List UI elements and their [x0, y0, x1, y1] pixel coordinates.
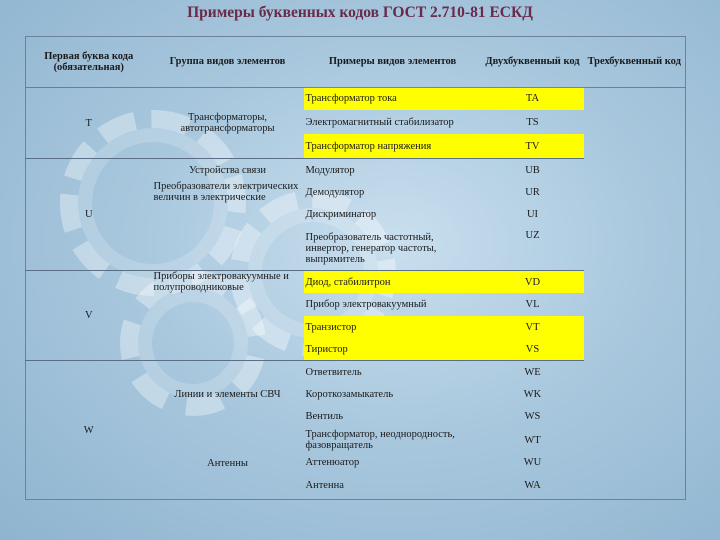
- group-vacuum-semiconductor: Приборы электровакуумные и полупроводниковые: [153, 271, 289, 294]
- example-cell: Трансформатор, неоднородность, фазовращатель: [305, 429, 455, 452]
- header-group: Группа видов элементов: [169, 56, 286, 68]
- example-cell: Диод, стабилитрон: [304, 271, 482, 293]
- example-cell: Преобразователь частотный, инвертор, генератор частоты, выпрямитель: [305, 231, 437, 265]
- code-cell: UB: [525, 164, 540, 176]
- example-cell: Демодулятор: [305, 186, 365, 198]
- code-cell: WK: [523, 388, 542, 400]
- example-cell: Тиристор: [304, 338, 482, 360]
- example-cell: Вентиль: [305, 411, 344, 423]
- letter-u: U: [84, 209, 93, 221]
- header-examples: Примеры видов элементов: [328, 56, 457, 68]
- code-cell: TV: [482, 134, 584, 158]
- table-row: [26, 87, 686, 109]
- code-cell: VL: [525, 299, 540, 311]
- code-cell: UZ: [525, 230, 540, 242]
- example-cell: Трансформатор тока: [304, 87, 482, 109]
- group-electrical-converters: Преобразователи электрических величин в электрические: [153, 181, 299, 204]
- code-cell: UI: [526, 209, 539, 221]
- code-cell: TA: [482, 87, 584, 109]
- code-cell: WU: [523, 457, 542, 469]
- example-cell: Ответвитель: [305, 366, 362, 378]
- page-title: Примеры буквенных кодов ГОСТ 2.710-81 ЕСКД: [187, 4, 533, 21]
- example-cell: Дискриминатор: [305, 209, 377, 221]
- header-two-letter-code: Двухбуквенный код: [485, 56, 580, 68]
- header-first-letter: Первая буква кода (обязательная): [44, 50, 134, 73]
- code-cell: WS: [524, 411, 541, 423]
- header-three-letter-code: Трехбуквенный код: [587, 56, 681, 68]
- letter-v: V: [84, 310, 93, 322]
- letter-w: W: [83, 424, 94, 436]
- code-cell: VD: [482, 271, 584, 293]
- example-cell: Транзистор: [304, 316, 482, 338]
- example-cell: Модулятор: [305, 164, 355, 176]
- code-cell: UR: [525, 186, 540, 198]
- code-cell: VT: [482, 316, 584, 338]
- example-cell: Электромагнитный стабилизатор: [305, 116, 454, 128]
- group-microwave-lines: Линии и элементы СВЧ: [174, 389, 281, 401]
- example-cell: Трансформатор напряжения: [304, 134, 482, 158]
- example-cell: Антенна: [305, 480, 344, 492]
- group-transformers: Трансформаторы, автотрансформаторы: [180, 112, 275, 135]
- example-cell: Прибор электровакуумный: [305, 299, 427, 311]
- header-row: [26, 37, 686, 88]
- code-cell: WA: [524, 480, 541, 492]
- letter-code-table: [25, 36, 686, 500]
- group-antennas: Антенны: [207, 457, 248, 469]
- example-cell: Аттенюатор: [305, 457, 360, 469]
- letter-t: T: [85, 117, 92, 129]
- three-letter-code-column: [584, 87, 686, 499]
- code-cell: TS: [526, 116, 539, 128]
- code-cell: VS: [482, 338, 584, 360]
- example-cell: Короткозамыкатель: [305, 388, 394, 400]
- group-communication-devices: Устройства связи: [188, 164, 267, 176]
- code-cell: WT: [524, 434, 541, 446]
- code-cell: WE: [524, 366, 541, 378]
